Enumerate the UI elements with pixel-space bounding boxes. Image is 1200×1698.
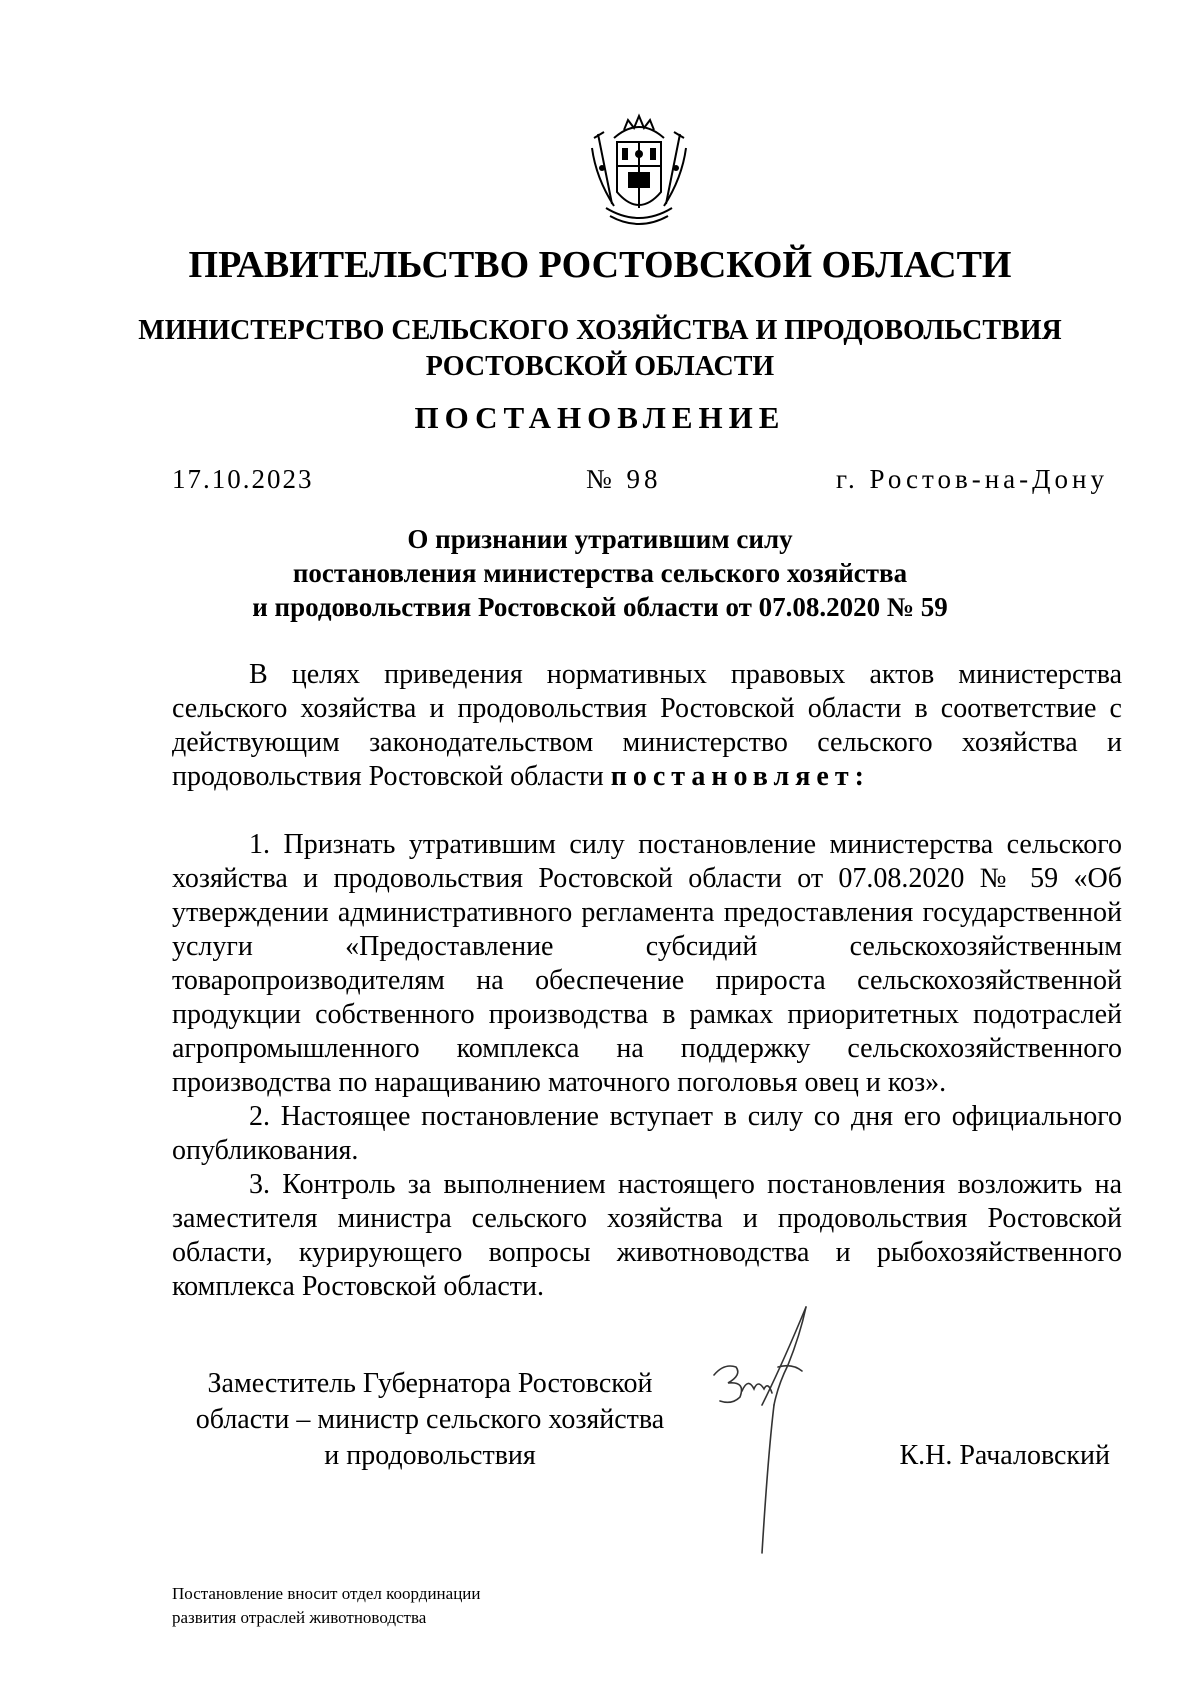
document-title-line: и продовольствия Ростовской области от 07.08.2020 № 59 (252, 592, 948, 622)
item-paragraph-2: 2. Настоящее постановление вступает в силу со дня его официального опубликования. (172, 1101, 1122, 1166)
handwritten-signature (702, 1305, 842, 1555)
ministry-heading-line: МИНИСТЕРСТВО СЕЛЬСКОГО ХОЗЯЙСТВА И ПРОДОВОЛЬСТВИЯ (138, 315, 1062, 346)
resolves-word: постановляет: (610, 761, 870, 792)
document-body (172, 658, 1122, 1304)
document-type-heading: ПОСТАНОВЛЕНИЕ (414, 400, 786, 435)
government-heading: ПРАВИТЕЛЬСТВО РОСТОВСКОЙ ОБЛАСТИ (188, 244, 1012, 286)
footer-note (172, 1582, 612, 1630)
document-title (150, 522, 1050, 624)
item-paragraph-1: 1. Признать утратившим силу постановление министерства сельского хозяйства и продовольствия Ростовской области от 07.08.2020 № 59 «Об утверждении административного регламента предоставления государственной услуги «Предоставление субсидий сельскохозяйственным товаропроизводителям на обеспечение прироста сельскохозяйственной продукции собственного производства в рамках приоритетных подотраслей агропромышленного комплекса на поддержку сельскохозяйственного производства по наращиванию маточного поголовья овец и коз». (172, 829, 1122, 1098)
ministry-heading (0, 313, 1200, 385)
signatory-position-line: и продовольствия (324, 1440, 536, 1471)
signatory-name: К.Н. Рачаловский (899, 1440, 1110, 1471)
footer-note-line: Постановление вносит отдел координации (172, 1584, 481, 1603)
item-paragraph-3: 3. Контроль за выполнением настоящего постановления возложить на заместителя министра сельского хозяйства и продовольствия Ростовской области, курирующего вопросы животноводства и рыбохозяйственного комплекса Ростовской области. (172, 1169, 1122, 1302)
preamble-paragraph (172, 658, 1122, 794)
signatory-position-line: Заместитель Губернатора Ростовской (207, 1368, 653, 1399)
document-title-line: О признании утратившим силу (407, 524, 793, 554)
signatory-position-line: области – министр сельского хозяйства (195, 1404, 665, 1435)
document-number: № 98 (586, 464, 662, 494)
footer-note-line: развития отраслей животноводства (172, 1608, 427, 1627)
document-title-line: постановления министерства сельского хозяйства (292, 558, 908, 588)
document-date: 17.10.2023 (172, 464, 314, 494)
preamble-text: В целях приведения нормативных правовых актов министерства сельского хозяйства и продовольствия Ростовской области в соответствие с действующим законодательством министерство сельского хозяйства и продовольствия Ростовской области (172, 659, 1122, 792)
coat-of-arms-icon (584, 108, 694, 234)
ministry-heading-line: РОСТОВСКОЙ ОБЛАСТИ (425, 351, 775, 382)
document-city: г. Ростов-на-Дону (835, 464, 1108, 494)
signatory-position (190, 1366, 670, 1474)
